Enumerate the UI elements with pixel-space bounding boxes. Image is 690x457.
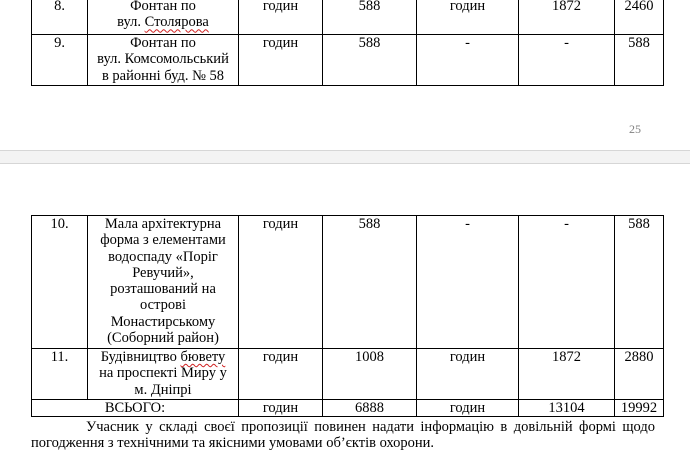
row-number: 9. bbox=[32, 35, 88, 86]
object-name-line: на проспекті Миру у bbox=[99, 365, 227, 382]
table-row bbox=[32, 216, 664, 349]
object-name-line: в районні буд. № 58 bbox=[101, 67, 225, 84]
table-row bbox=[32, 0, 664, 35]
unit-cell: - bbox=[417, 35, 519, 86]
total-cell: 588 bbox=[615, 216, 664, 349]
value-cell: 1872 bbox=[519, 0, 615, 35]
value-cell: 1872 bbox=[519, 349, 615, 400]
object-name-line: вул. bbox=[117, 14, 145, 31]
value-cell: 13104 bbox=[519, 400, 615, 417]
value-cell: 588 bbox=[323, 35, 417, 86]
object-name-line: розташований на bbox=[110, 281, 216, 298]
object-name-line: Монастирському bbox=[110, 313, 216, 330]
row-number: 10. bbox=[32, 216, 88, 349]
page-number: 25 bbox=[629, 122, 641, 136]
object-name-line: (Соборний район) bbox=[107, 330, 219, 347]
spellcheck-word: бювету bbox=[180, 349, 226, 365]
row-number: 11. bbox=[32, 349, 88, 400]
table-row bbox=[32, 35, 664, 86]
note-paragraph-line: погодження з технічними та якісними умовами об’єктів охорони. bbox=[31, 435, 435, 451]
table-row bbox=[32, 349, 664, 400]
object-name-line: Мала архітектурна bbox=[104, 216, 222, 232]
participant-note bbox=[31, 419, 655, 451]
page-break-gap bbox=[0, 150, 690, 164]
object-name bbox=[88, 216, 239, 349]
total-cell: 19992 bbox=[615, 400, 664, 417]
object-name-line: м. Дніпрі bbox=[134, 381, 192, 398]
document-page-top bbox=[0, 0, 690, 150]
total-cell: 588 bbox=[615, 35, 664, 86]
object-name bbox=[88, 0, 239, 35]
note-paragraph-line: Учасник у складі своєї пропозиції повинен надати інформацію в довільній формі щодо bbox=[86, 419, 655, 435]
unit-cell: годин bbox=[239, 0, 323, 35]
value-cell: - bbox=[519, 35, 615, 86]
object-name-line: Фонтан по bbox=[130, 0, 196, 14]
row-number: 8. bbox=[32, 0, 88, 35]
total-row bbox=[32, 400, 664, 417]
total-label: ВСЬОГО: bbox=[32, 400, 239, 417]
object-name-line: Будівництво bbox=[100, 349, 181, 365]
unit-cell: годин bbox=[239, 35, 323, 86]
works-table-top bbox=[31, 0, 664, 86]
unit-cell: годин bbox=[417, 349, 519, 400]
object-name-line: Ревучий», bbox=[132, 264, 194, 281]
object-name bbox=[88, 349, 239, 400]
value-cell: 588 bbox=[323, 216, 417, 349]
unit-cell: годин bbox=[417, 0, 519, 35]
unit-cell: годин bbox=[239, 216, 323, 349]
value-cell: - bbox=[519, 216, 615, 349]
value-cell: 6888 bbox=[323, 400, 417, 417]
object-name-line: Фонтан по bbox=[130, 35, 196, 51]
value-cell: 1008 bbox=[323, 349, 417, 400]
unit-cell: годин bbox=[239, 349, 323, 400]
total-cell: 2460 bbox=[615, 0, 664, 35]
unit-cell: - bbox=[417, 216, 519, 349]
spellcheck-word: Столярова bbox=[144, 14, 209, 31]
unit-cell: годин bbox=[417, 400, 519, 417]
document-page-bottom bbox=[0, 164, 690, 457]
object-name-line: вул. Комсомольський bbox=[97, 51, 229, 68]
object-name-line: острові bbox=[140, 297, 186, 314]
unit-cell: годин bbox=[239, 400, 323, 417]
object-name-line: форма з елементами bbox=[100, 232, 226, 249]
works-table-bottom bbox=[31, 215, 664, 417]
object-name bbox=[88, 35, 239, 86]
object-name-line: водоспаду «Поріг bbox=[108, 248, 218, 265]
total-cell: 2880 bbox=[615, 349, 664, 400]
value-cell: 588 bbox=[323, 0, 417, 35]
